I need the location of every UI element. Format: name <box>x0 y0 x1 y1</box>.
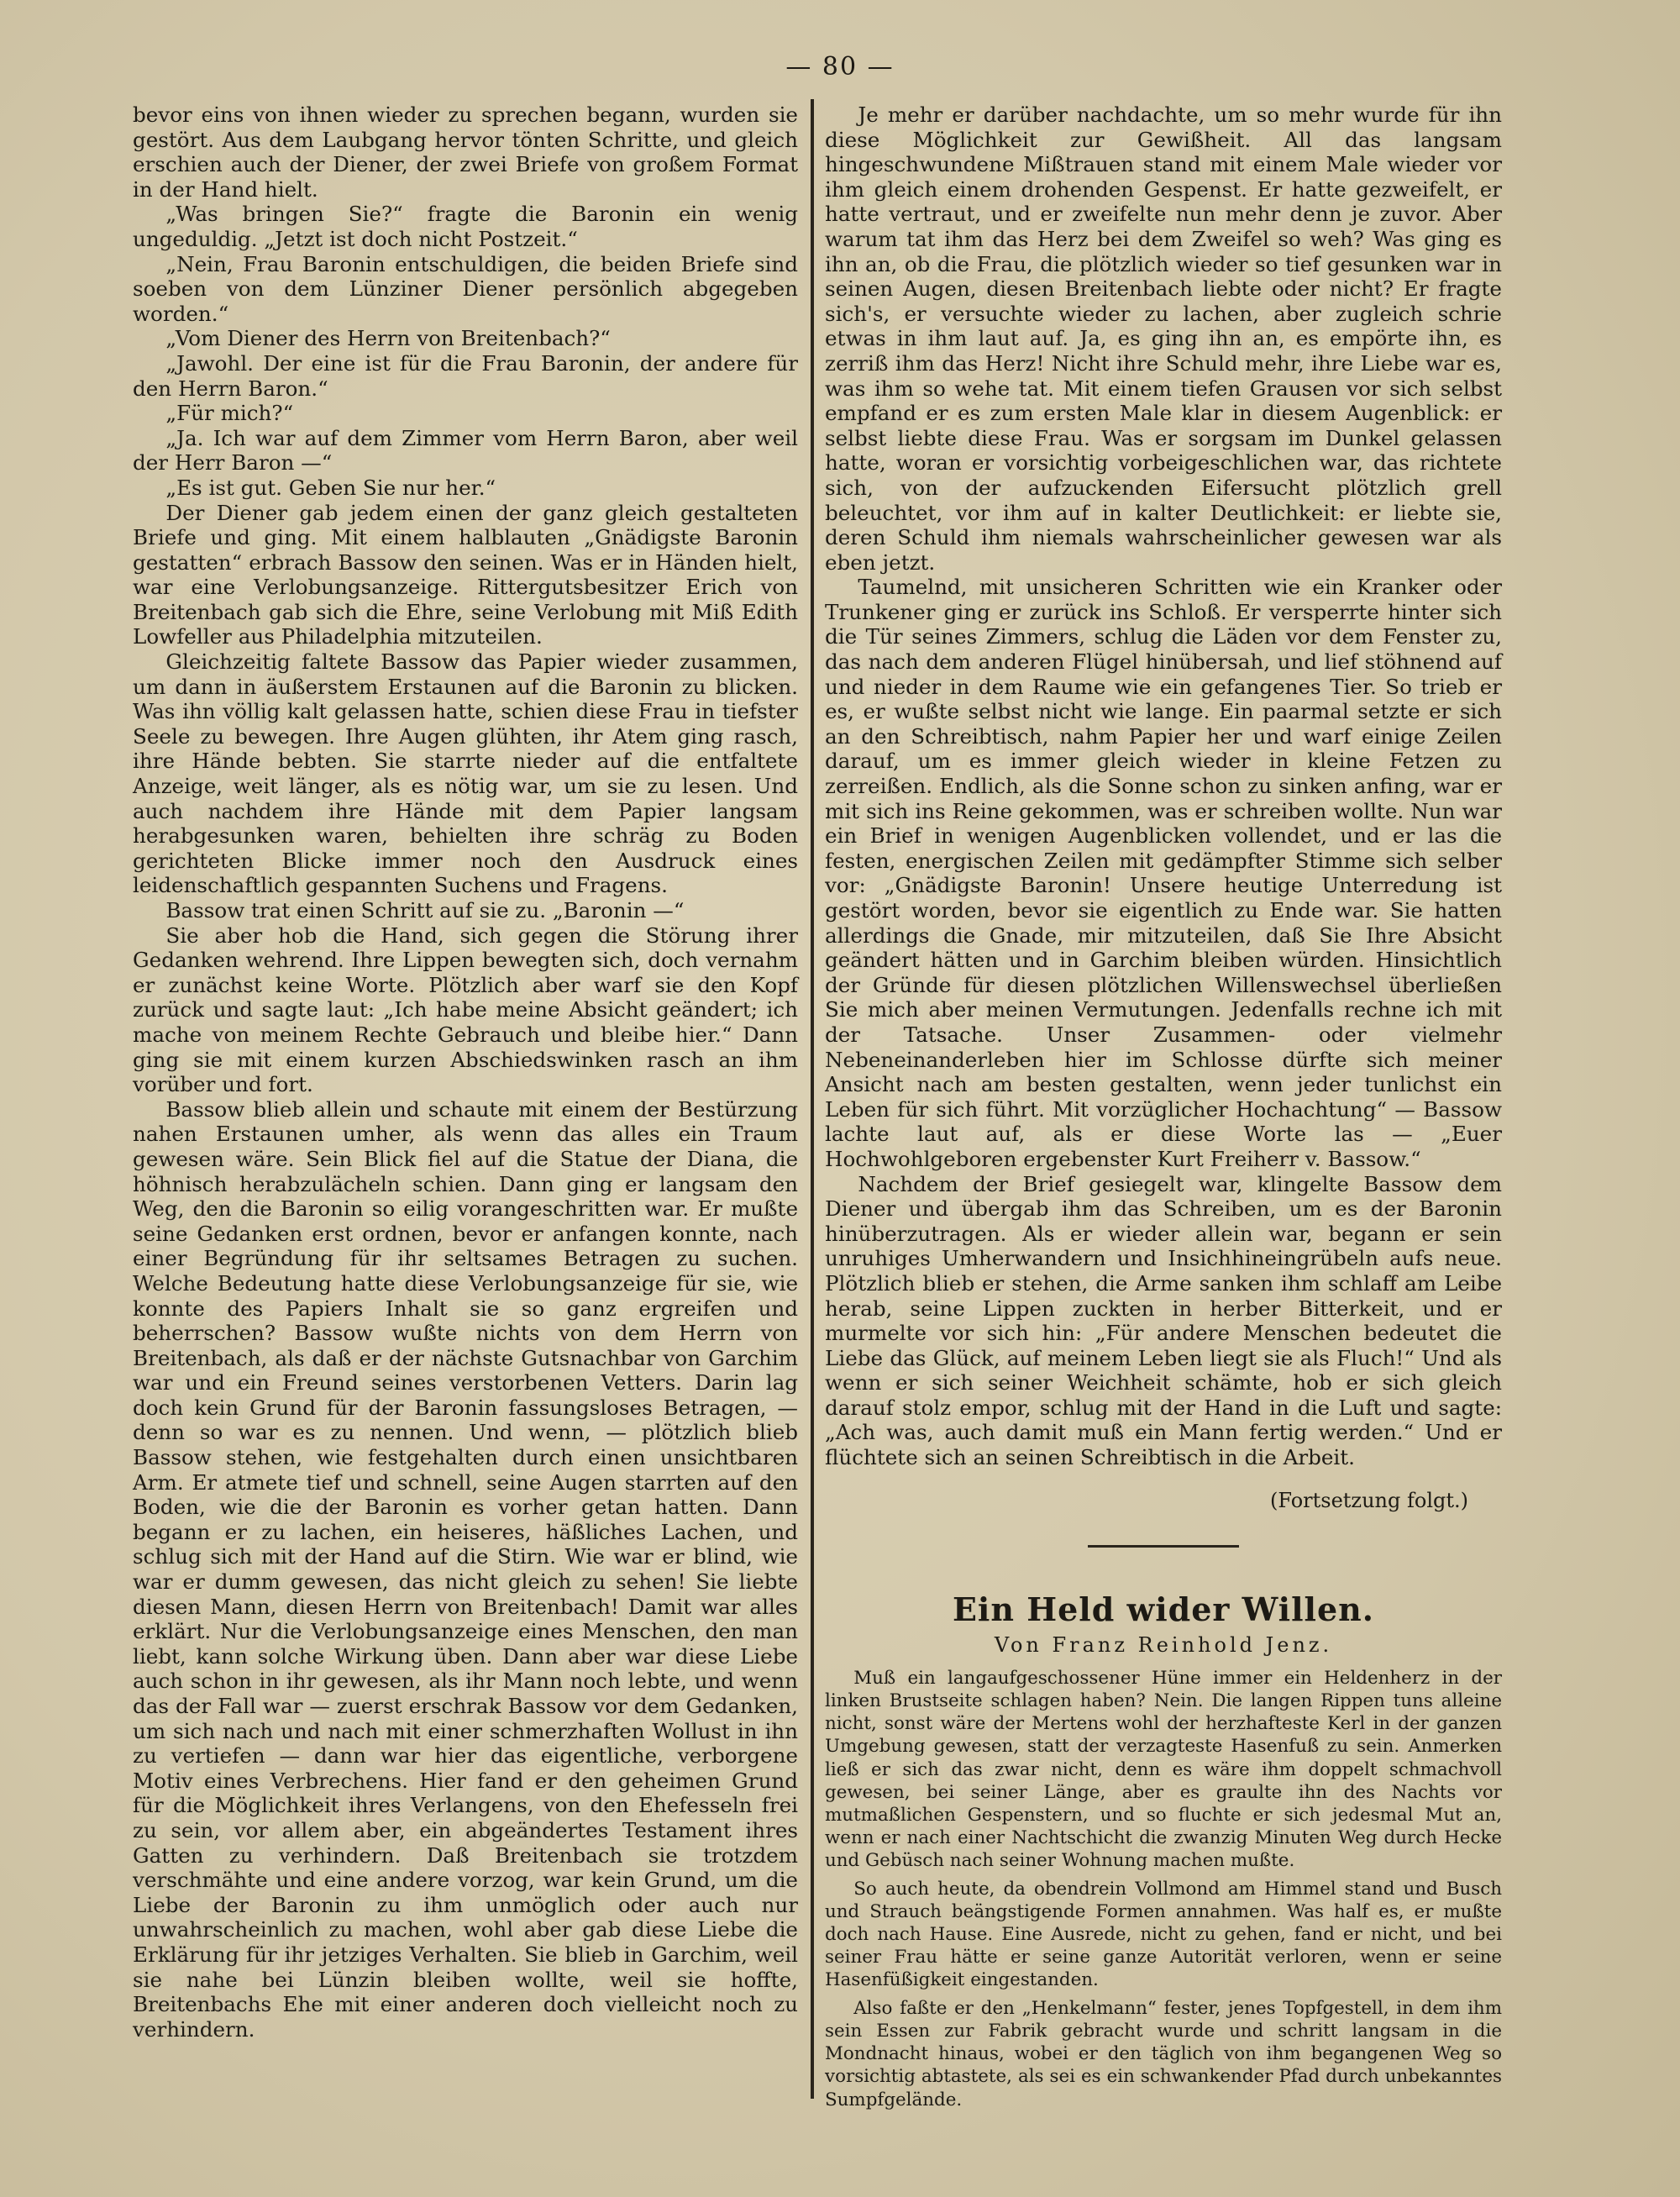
paragraph: Gleichzeitig faltete Bassow das Papier wieder zusammen, um dann in äußerstem Erstaunen auf die Baronin zu blicken. Was ihn völlig kalt gelassen hatte, schien diese Frau in tiefster Seele zu bewegen. Ihre Augen glühten, ihr Atem ging rasch, ihre Hände bebten. Sie starrte nieder auf die entfaltete Anzeige, weit länger, als es nötig war, um sie zu lesen. Und auch nachdem ihre Hände mit dem Papier langsam herabgesunken waren, behielten ihre schräg zu Boden gerichteten Blicke immer noch den Ausdruck eines leidenschaftlich gespannten Suchens und Fragens. <box>133 649 798 898</box>
paragraph: Bassow trat einen Schritt auf sie zu. „Baronin —“ <box>165 898 685 922</box>
paragraph: bevor eins von ihnen wieder zu sprechen begann, wurden sie gestört. Aus dem Laubgang hervor tönten Schritte, und gleich erschien auch der Diener, der zwei Briefe von großem Format in der Hand hielt. <box>133 102 798 202</box>
paragraph: Sie aber hob die Hand, sich gegen die Störung ihrer Gedanken wehrend. Ihre Lippen bewegten sich, doch vernahm er zunächst keine Worte. Plötzlich aber warf sie den Kopf zurück und sagte laut: „Ich habe meine Absicht geändert; ich mache von meinem Rechte Gebrauch und bleibe hier.“ Dann ging sie mit einem kurzen Abschiedswinken rasch an ihm vorüber und fort. <box>133 922 798 1097</box>
story-byline: Von Franz Reinhold Jenz. <box>994 1633 1333 1658</box>
section-divider <box>1088 1545 1239 1548</box>
paragraph: Taumelnd, mit unsicheren Schritten wie ein Kranker oder Trunkener ging er zurück ins Schloß. Er versperrte hinter sich die Tür seines Zimmers, schlug die Läden vor dem Fenster zu, das nach dem anderen Flügel hinübersah, und lief stöhnend auf und nieder in dem Raume wie ein gefangenes Tier. So trieb er es, er wußte selbst nicht wie lange. Ein paarmal setzte er sich an den Schreibtisch, nahm Papier her und warf einige Zeilen darauf, um es immer gleich wieder in kleine Fetzen zu zerreißen. Endlich, als die Sonne schon zu sinken anfing, war er mit sich ins Reine gekommen, was er schreiben wollte. Nun war ein Brief in wenigen Augenblicken vollendet, und er las die festen, energischen Zeilen mit gedämpfter Stimme sich selber vor: „Gnädigste Baronin! Unsere heutige Unterredung ist gestört worden, bevor sie eigentlich zu Ende war. Sie hatten allerdings die Gnade, mir mitzuteilen, daß Sie Ihre Absicht geändert hätten und in Garchim bleiben würden. Hinsichtlich der Gründe für diesen plötzlichen Willenswechsel überließen Sie mich aber meinen Vermutungen. Jedenfalls rechne ich mit der Tatsache. Unser Zusammen- oder vielmehr Nebeneinanderleben hier im Schlosse dürfte sich meiner Ansicht nach am besten gestalten, wenn jeder tunlichst ein Leben für sich führt. Mit vorzüglicher Hochachtung“ — Bassow lachte laut auf, als er diese Worte las — „Euer Hochwohlgeboren ergebenster Kurt Freiherr v. Bassow.“ <box>825 575 1502 1171</box>
page-number: — 80 — <box>785 52 895 81</box>
paragraph: Nachdem der Brief gesiegelt war, klingelte Bassow dem Diener und übergab ihm das Schreiben, um es der Baronin hinüberzutragen. Als er wieder allein war, begann er sein unruhiges Umherwandern und Insichhineingrübeln aufs neue. Plötzlich blieb er stehen, die Arme sanken ihm schlaff am Leibe herab, seine Lippen zuckten in herber Bitterkeit, und er murmelte vor sich hin: „Für andere Menschen bedeutet die Liebe das Glück, auf meinem Leben liegt sie als Fluch!“ Und als wenn er sich seiner Weichheit schämte, hob er sich gleich darauf stolz empor, schlug mit der Hand in die Luft und sagte: „Ach was, auch damit muß ein Mann fertig werden.“ Und er flüchtete sich an seinen Schreibtisch in die Arbeit. <box>825 1171 1502 1470</box>
paragraph: „Jawohl. Der eine ist für die Frau Baronin, der andere für den Herrn Baron.“ <box>133 350 798 401</box>
paragraph: „Vom Diener des Herrn von Breitenbach?“ <box>165 326 611 351</box>
paragraph: „Ja. Ich war auf dem Zimmer vom Herrn Baron, aber weil der Herr Baron —“ <box>133 425 798 476</box>
paragraph: Bassow blieb allein und schaute mit einem der Bestürzung nahen Erstaunen umher, als wenn das alles ein Traum gewesen wäre. Sein Blick fiel auf die Statue der Diana, die höhnisch herabzulächeln schien. Dann ging er langsam den Weg, den die Baronin so eilig vorangeschritten war. Er mußte seine Gedanken erst ordnen, bevor er anfangen konnte, nach einer Begründung für ihr seltsames Betragen zu suchen. Welche Bedeutung hatte diese Verlobungsanzeige für sie, wie konnte des Papiers Inhalt sie so ganz ergreifen und beherrschen? Bassow wußte nichts von dem Herrn von Breitenbach, als daß er der nächste Gutsnachbar von Garchim war und ein Freund seines verstorbenen Vetters. Darin lag doch kein Grund für der Baronin fassungsloses Betragen, — denn so war es zu nennen. Und wenn, — plötzlich blieb Bassow stehen, wie festgehalten durch einen unsichtbaren Arm. Er atmete tief und schnell, seine Augen starrten auf den Boden, wie die der Baronin es vorher getan hatten. Dann begann er zu lachen, ein heiseres, häßliches Lachen, und schlug sich mit der Hand auf die Stirn. Wie war er blind, wie war er dumm gewesen, das nicht gleich zu sehen! Sie liebte diesen Mann, diesen Herrn von Breitenbach! Damit war alles erklärt. Nur die Verlobungsanzeige eines Menschen, den man liebt, kann solche Wirkung üben. Dann aber war diese Liebe auch schon in ihr gewesen, als ihr Mann noch lebte, und wenn das der Fall war — zuerst erschrak Bassow vor dem Gedanken, um sich nach und nach mit einer schmerzhaften Wollust in ihn zu vertiefen — dann war hier das eigentliche, verborgene Motiv eines Verbrechens. Hier fand er den geheimen Grund für die Möglichkeit ihres Verlangens, von den Ehefesseln frei zu sein, vor allem aber, ein abgeändertes Testament ihres Gatten zu verhindern. Daß Breitenbach sie trotzdem verschmähte und eine andere vorzog, war kein Grund, um die Liebe der Baronin zu ihm unmöglich oder auch nur unwahrscheinlich zu machen, wohl aber gab diese Liebe die Erklärung für ihr jetziges Verhalten. Sie blieb in Garchim, weil sie nahe bei Lünzin bleiben wollte, weil sie hoffte, Breitenbachs Ehe mit einer anderen doch vielleicht noch zu verhindern. <box>133 1096 798 2042</box>
paragraph: Der Diener gab jedem einen der ganz gleich gestalteten Briefe und ging. Mit einem halblauten „Gnädigste Baronin gestatten“ erbrach Bassow den seinen. Was er in Händen hielt, war eine Verlobungsanzeige. Rittergutsbesitzer Erich von Breitenbach gab sich die Ehre, seine Verlobung mit Miß Edith Lowfeller aus Philadelphia mitzuteilen. <box>133 500 798 649</box>
paragraph: „Was bringen Sie?“ fragte die Baronin ein wenig ungeduldig. „Jetzt ist doch nicht Postzeit.“ <box>133 202 798 251</box>
paragraph: Also faßte er den „Henkelmann“ fester, jenes Topfgestell, in dem ihm sein Essen zur Fabrik gebracht wurde und schritt langsam in die Mondnacht hinaus, wobei er den täglich von ihm begangenen Weg so vorsichtig abtastete, als sei es ein schwankender Pfad durch unbekanntes Sumpfgelände. <box>825 1997 1502 2110</box>
paragraph: „Nein, Frau Baronin entschuldigen, die beiden Briefe sind soeben von dem Lünziner Diener persönlich abgegeben worden.“ <box>133 251 798 326</box>
story <box>825 1591 1502 2110</box>
left-column <box>133 102 798 2042</box>
column-divider <box>811 99 814 2099</box>
paragraph: Je mehr er darüber nachdachte, um so mehr wurde für ihn diese Möglichkeit zur Gewißheit. All das langsam hingeschwundene Mißtrauen stand mit einem Male wieder vor ihm gleich einem drohenden Gespenst. Er hatte gezweifelt, er hatte vertraut, und er zweifelte nun mehr denn je zuvor. Aber warum tat ihm das Herz bei dem Zweifel so weh? Was ging es ihn an, ob die Frau, die plötzlich wieder so tief gesunken war in seinen Augen, diesen Breitenbach liebte oder nicht? Er fragte sich's, er versuchte wieder zu lachen, aber zugleich schrie etwas in ihm laut auf. Ja, es ging ihn an, es empörte ihn, es zerriß ihm das Herz! Nicht ihre Schuld mehr, ihre Liebe war es, was ihm so wehe tat. Mit einem tiefen Grausen vor sich selbst empfand er es zum ersten Male klar in diesem Augenblick: er selbst liebte diese Frau. Was er sorgsam im Dunkel gelassen hatte, woran er vorsichtig vorbeigeschlichen war, das richtete sich, von der aufzuckenden Eifersucht plötzlich grell beleuchtet, vor ihm auf in kalter Deutlichkeit: er liebte sie, deren Schuld ihm niemals wahrscheinlicher gewesen war als eben jetzt. <box>825 102 1502 575</box>
paragraph: „Für mich?“ <box>165 401 294 426</box>
paragraph: „Es ist gut. Geben Sie nur her.“ <box>165 475 496 500</box>
story-title: Ein Held wider Willen. <box>952 1590 1375 1629</box>
paragraph: So auch heute, da obendrein Vollmond am Himmel stand und Busch und Strauch beängstigende Formen annahmen. Was half es, er mußte doch nach Hause. Eine Ausrede, nicht zu gehen, fand er nicht, und bei seiner Frau hätte er seine ganze Autorität verloren, wenn er seine Hasenfüßigkeit eingestanden. <box>825 1878 1502 1991</box>
right-column <box>825 102 1502 2111</box>
paragraph: Muß ein langaufgeschossener Hüne immer ein Heldenherz in der linken Brustseite schlagen haben? Nein. Die langen Rippen tuns alleine nicht, sonst wäre der Mertens wohl der herzhafteste Kerl in der ganzen Umgebung gewesen, statt der verzagteste Hasenfuß zu sein. Anmerken ließ er sich das zwar nicht, denn es wäre ihm doppelt schmachvoll gewesen, bei seiner Länge, aber es graulte ihn des Nachts vor mutmaßlichen Gespenstern, und so fluchte er sich jedesmal Mut an, wenn er nach einer Nachtschicht die zwanzig Minuten Weg durch Hecke und Gebüsch nach seiner Wohnung machen mußte. <box>825 1667 1502 1872</box>
continued-note: (Fortsetzung folgt.) <box>1270 1488 1468 1512</box>
